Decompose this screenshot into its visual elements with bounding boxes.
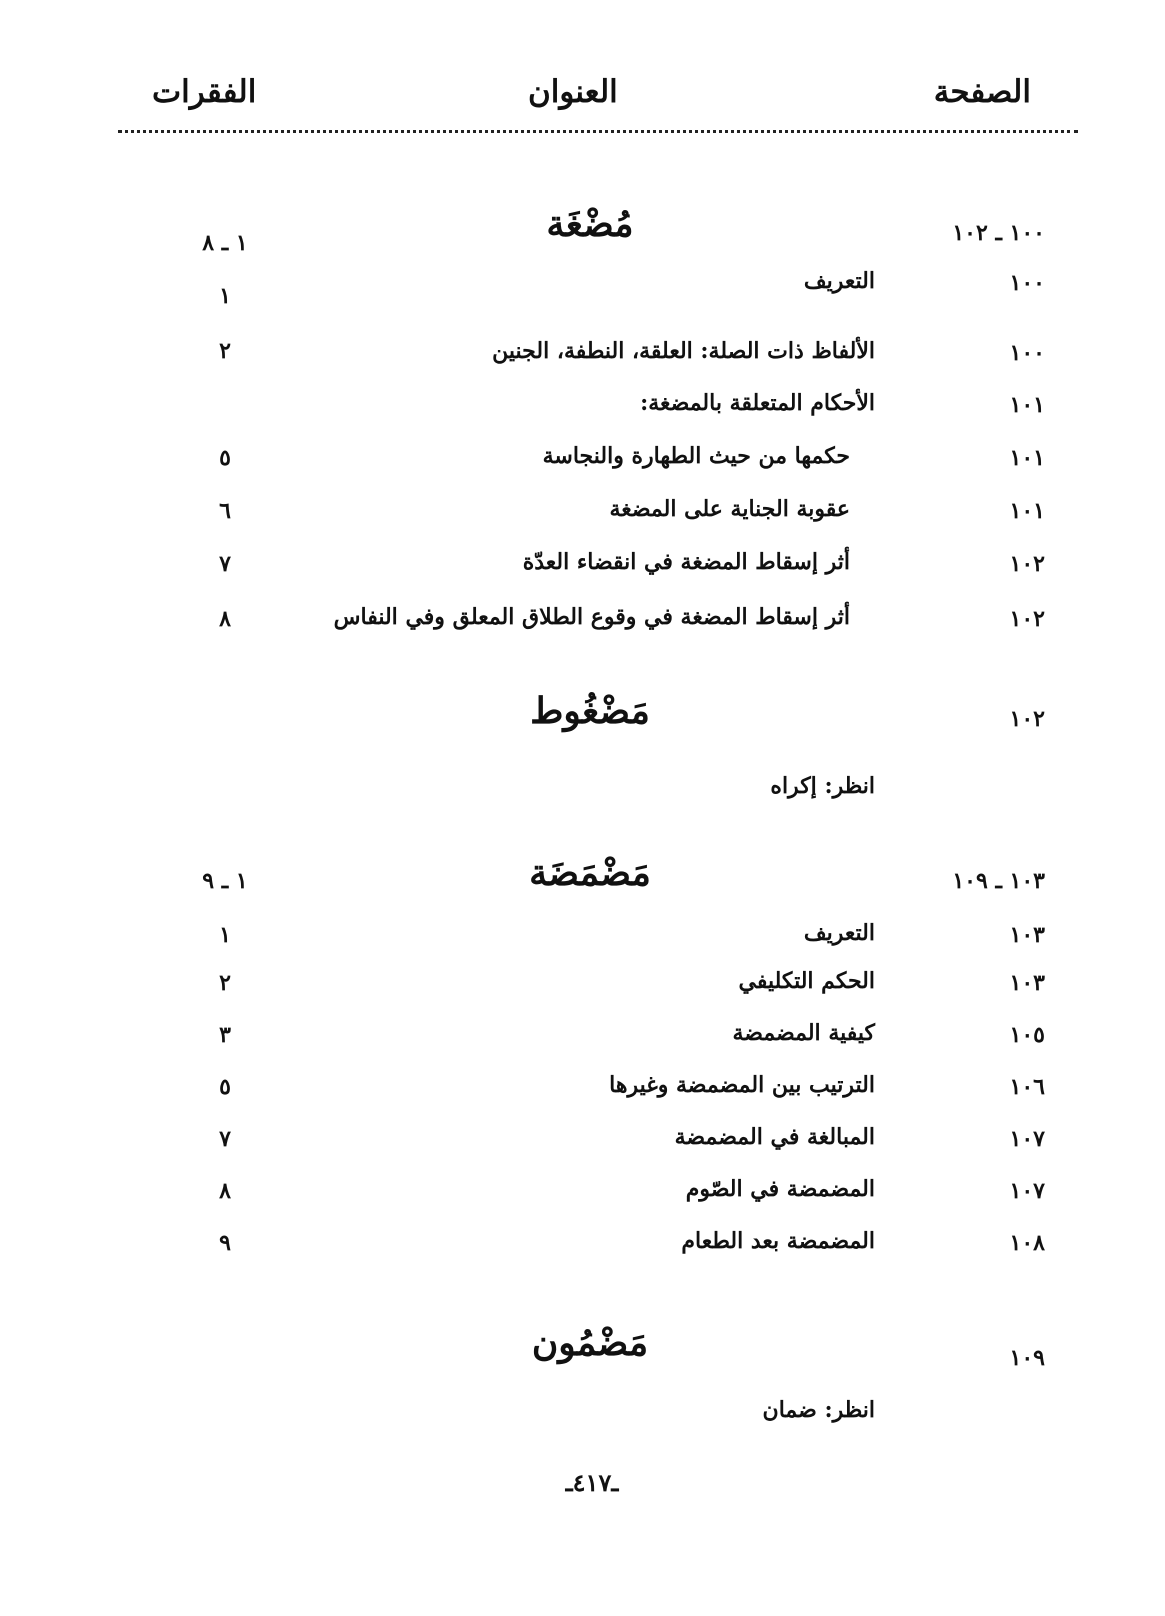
entry-title: المبالغة في المضمضة <box>674 1124 875 1150</box>
entry-paragraph: ٨ <box>219 606 231 632</box>
section-page-range: ١٠٣ ـ ١٠٩ <box>952 868 1045 894</box>
entry-page: ١٠٧ <box>1009 1178 1045 1204</box>
entry-page: ١٠١ <box>1009 392 1045 418</box>
entry-page: ١٠٥ <box>1009 1022 1045 1048</box>
section-page-range: ١٠٢ <box>1009 706 1045 732</box>
entry-paragraph: ٥ <box>219 1074 231 1100</box>
entry-page: ١٠٠ <box>1009 270 1045 296</box>
see-also-reference: انظر: إكراه <box>770 773 875 799</box>
section-page-range: ١٠٩ <box>1009 1345 1045 1371</box>
entry-page: ١٠٢ <box>1009 606 1045 632</box>
entry-title: كيفية المضمضة <box>732 1020 875 1046</box>
entry-subheading: الأحكام المتعلقة بالمضغة: <box>640 390 875 416</box>
entry-page: ١٠١ <box>1009 445 1045 471</box>
page-number: ـ٤١٧ـ <box>565 1468 619 1497</box>
entry-paragraph: ٥ <box>219 445 231 471</box>
section-heading: مَضْمَضَة <box>529 852 651 894</box>
entry-title: المضمضة بعد الطعام <box>681 1228 875 1254</box>
entry-paragraph: ٩ <box>219 1230 231 1256</box>
entry-page: ١٠٧ <box>1009 1126 1045 1152</box>
section-heading: مَضْمُون <box>531 1322 649 1364</box>
entry-title: المضمضة في الصّوم <box>685 1176 875 1202</box>
entry-page: ١٠٨ <box>1009 1230 1045 1256</box>
entry-paragraph: ٣ <box>219 1022 231 1048</box>
column-header-title: العنوان <box>528 74 618 110</box>
entry-page: ١٠٦ <box>1009 1074 1045 1100</box>
section-heading: مَضْغُوط <box>530 690 650 732</box>
entry-title: التعريف <box>803 920 875 946</box>
entry-paragraph: ١ <box>219 283 231 309</box>
entry-page: ١٠١ <box>1009 498 1045 524</box>
entry-page: ١٠٣ <box>1009 970 1045 996</box>
header-dotted-divider <box>118 130 1078 133</box>
section-heading: مُضْغَة <box>546 203 634 245</box>
section-paragraph-range: ١ ـ ٩ <box>202 868 248 894</box>
entry-paragraph: ١ <box>219 922 231 948</box>
entry-page: ١٠٣ <box>1009 922 1045 948</box>
section-page-range: ١٠٠ ـ ١٠٢ <box>952 220 1045 246</box>
entry-title: أثر إسقاط المضغة في وقوع الطلاق المعلق وفي النفاس <box>333 604 850 630</box>
entry-paragraph: ٧ <box>219 551 231 577</box>
entry-title: أثر إسقاط المضغة في انقضاء العدّة <box>522 549 850 575</box>
entry-title: الترتيب بين المضمضة وغيرها <box>609 1072 875 1098</box>
entry-title: عقوبة الجناية على المضغة <box>609 496 850 522</box>
entry-paragraph: ٢ <box>219 970 231 996</box>
entry-paragraph: ٧ <box>219 1126 231 1152</box>
entry-title: الألفاظ ذات الصلة: العلقة، النطفة، الجنين <box>492 338 875 364</box>
entry-page: ١٠٠ <box>1009 340 1045 366</box>
see-also-reference: انظر: ضمان <box>762 1397 875 1423</box>
entry-title: التعريف <box>803 268 875 294</box>
column-header-paragraphs: الفقرات <box>152 74 257 110</box>
entry-paragraph: ٨ <box>219 1178 231 1204</box>
entry-title: حكمها من حيث الطهارة والنجاسة <box>542 443 850 469</box>
entry-paragraph: ٢ <box>219 338 231 364</box>
entry-page: ١٠٢ <box>1009 551 1045 577</box>
entry-paragraph: ٦ <box>219 498 231 524</box>
section-paragraph-range: ١ ـ ٨ <box>202 230 248 256</box>
entry-title: الحكم التكليفي <box>738 968 875 994</box>
column-header-page: الصفحة <box>933 74 1031 110</box>
